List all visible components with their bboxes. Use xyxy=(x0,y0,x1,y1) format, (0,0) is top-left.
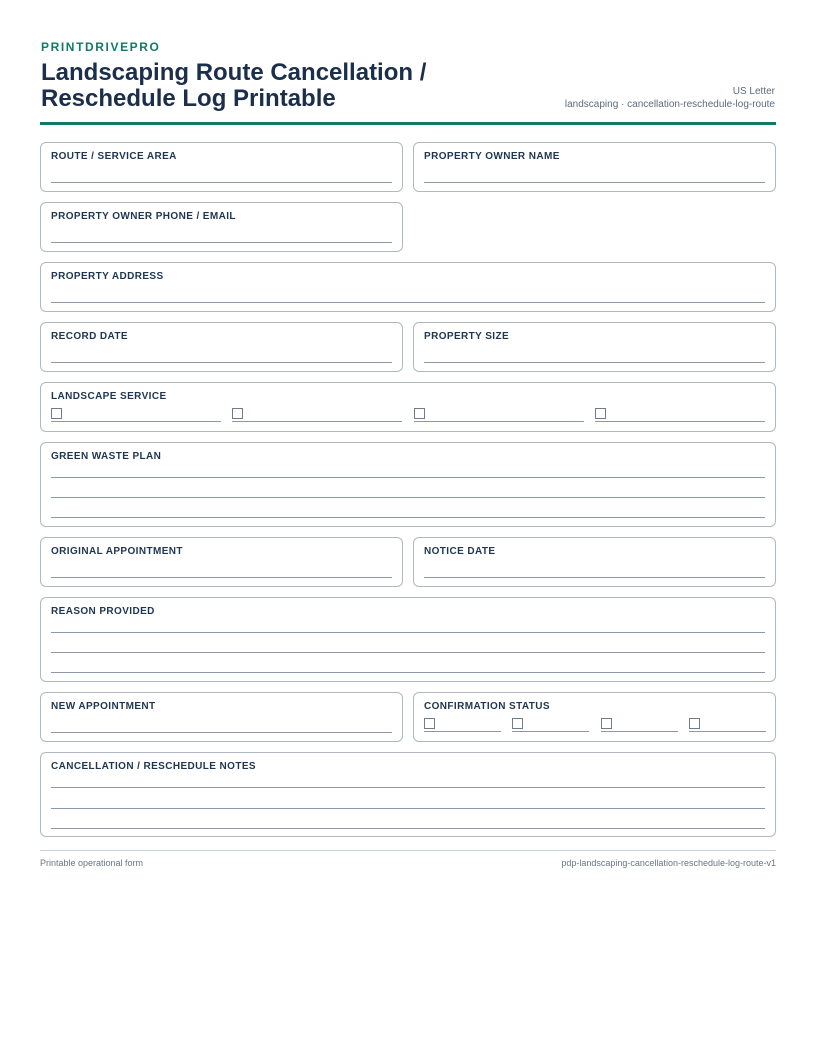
checkbox[interactable] xyxy=(689,718,700,729)
record-date-label: RECORD DATE xyxy=(51,331,128,342)
checkbox[interactable] xyxy=(232,408,243,419)
green-waste-plan-line-1[interactable] xyxy=(51,477,765,478)
footer-divider xyxy=(40,850,776,851)
paper-size: US Letter xyxy=(732,86,775,97)
checkbox[interactable] xyxy=(601,718,612,729)
reason-provided-line-2[interactable] xyxy=(51,652,765,653)
property-size-label: PROPERTY SIZE xyxy=(424,331,510,342)
green-waste-plan-line-2[interactable] xyxy=(51,497,765,498)
original-appointment-field xyxy=(40,537,403,587)
header-divider xyxy=(40,122,776,125)
checkbox[interactable] xyxy=(51,408,62,419)
cancellation-reschedule-notes-field xyxy=(40,752,776,837)
property-size-input-line[interactable] xyxy=(424,362,765,363)
notice-date-label: NOTICE DATE xyxy=(424,546,496,557)
confirmation-status-option[interactable] xyxy=(689,718,766,732)
reason-provided-label: REASON PROVIDED xyxy=(51,606,155,617)
document-tags: landscaping · cancellation-reschedule-log-route xyxy=(564,99,775,110)
reason-provided-line-3[interactable] xyxy=(51,672,765,673)
property-owner-contact-input-line[interactable] xyxy=(51,242,392,243)
landscape-service-label: LANDSCAPE SERVICE xyxy=(51,391,167,402)
notes-line-2[interactable] xyxy=(51,808,765,809)
route-service-area-field xyxy=(40,142,403,192)
original-appointment-input-line[interactable] xyxy=(51,577,392,578)
landscape-service-option[interactable] xyxy=(51,408,221,422)
new-appointment-input-line[interactable] xyxy=(51,732,392,733)
reason-provided-line-1[interactable] xyxy=(51,632,765,633)
landscape-service-option[interactable] xyxy=(232,408,402,422)
footer-description: Printable operational form xyxy=(40,858,144,868)
confirmation-status-option[interactable] xyxy=(424,718,501,732)
option-write-in-line[interactable] xyxy=(595,421,765,422)
property-owner-name-label: PROPERTY OWNER NAME xyxy=(424,151,560,162)
confirmation-status-label: CONFIRMATION STATUS xyxy=(424,701,550,712)
option-write-in-line[interactable] xyxy=(51,421,221,422)
original-appointment-label: ORIGINAL APPOINTMENT xyxy=(51,546,183,557)
checkbox[interactable] xyxy=(595,408,606,419)
green-waste-plan-line-3[interactable] xyxy=(51,517,765,518)
green-waste-plan-field xyxy=(40,442,776,527)
option-write-in-line[interactable] xyxy=(232,421,402,422)
option-write-in-line[interactable] xyxy=(424,731,501,732)
checkbox[interactable] xyxy=(414,408,425,419)
property-owner-contact-label: PROPERTY OWNER PHONE / EMAIL xyxy=(51,211,236,222)
property-address-field xyxy=(40,262,776,312)
property-size-field xyxy=(413,322,776,372)
route-service-area-input-line[interactable] xyxy=(51,182,392,183)
notes-line-3[interactable] xyxy=(51,828,765,829)
checkbox[interactable] xyxy=(512,718,523,729)
reason-provided-field xyxy=(40,597,776,682)
checkbox[interactable] xyxy=(424,718,435,729)
option-write-in-line[interactable] xyxy=(414,421,584,422)
confirmation-status-option[interactable] xyxy=(512,718,589,732)
footer-form-id: pdp-landscaping-cancellation-reschedule-log-route-v1 xyxy=(561,858,776,868)
property-owner-name-input-line[interactable] xyxy=(424,182,765,183)
option-write-in-line[interactable] xyxy=(601,731,678,732)
green-waste-plan-label: GREEN WASTE PLAN xyxy=(51,451,162,462)
option-write-in-line[interactable] xyxy=(689,731,766,732)
new-appointment-label: NEW APPOINTMENT xyxy=(51,701,156,712)
notes-line-1[interactable] xyxy=(51,787,765,788)
landscape-service-option[interactable] xyxy=(595,408,765,422)
landscape-service-option[interactable] xyxy=(414,408,584,422)
brand-name: PRINTDRIVEPRO xyxy=(41,40,161,54)
property-owner-contact-field xyxy=(40,202,403,252)
record-date-input-line[interactable] xyxy=(51,362,392,363)
confirmation-status-option[interactable] xyxy=(601,718,678,732)
page-title: Landscaping Route Cancellation / Reschedule Log Printable xyxy=(41,59,427,112)
option-write-in-line[interactable] xyxy=(512,731,589,732)
notice-date-input-line[interactable] xyxy=(424,577,765,578)
record-date-field xyxy=(40,322,403,372)
landscape-service-field xyxy=(40,382,776,432)
confirmation-status-field xyxy=(413,692,776,742)
cancellation-reschedule-notes-label: CANCELLATION / RESCHEDULE NOTES xyxy=(51,761,256,772)
property-address-label: PROPERTY ADDRESS xyxy=(51,271,164,282)
route-service-area-label: ROUTE / SERVICE AREA xyxy=(51,151,177,162)
document-meta xyxy=(565,85,775,111)
property-address-input-line[interactable] xyxy=(51,302,765,303)
property-owner-name-field xyxy=(413,142,776,192)
new-appointment-field xyxy=(40,692,403,742)
notice-date-field xyxy=(413,537,776,587)
